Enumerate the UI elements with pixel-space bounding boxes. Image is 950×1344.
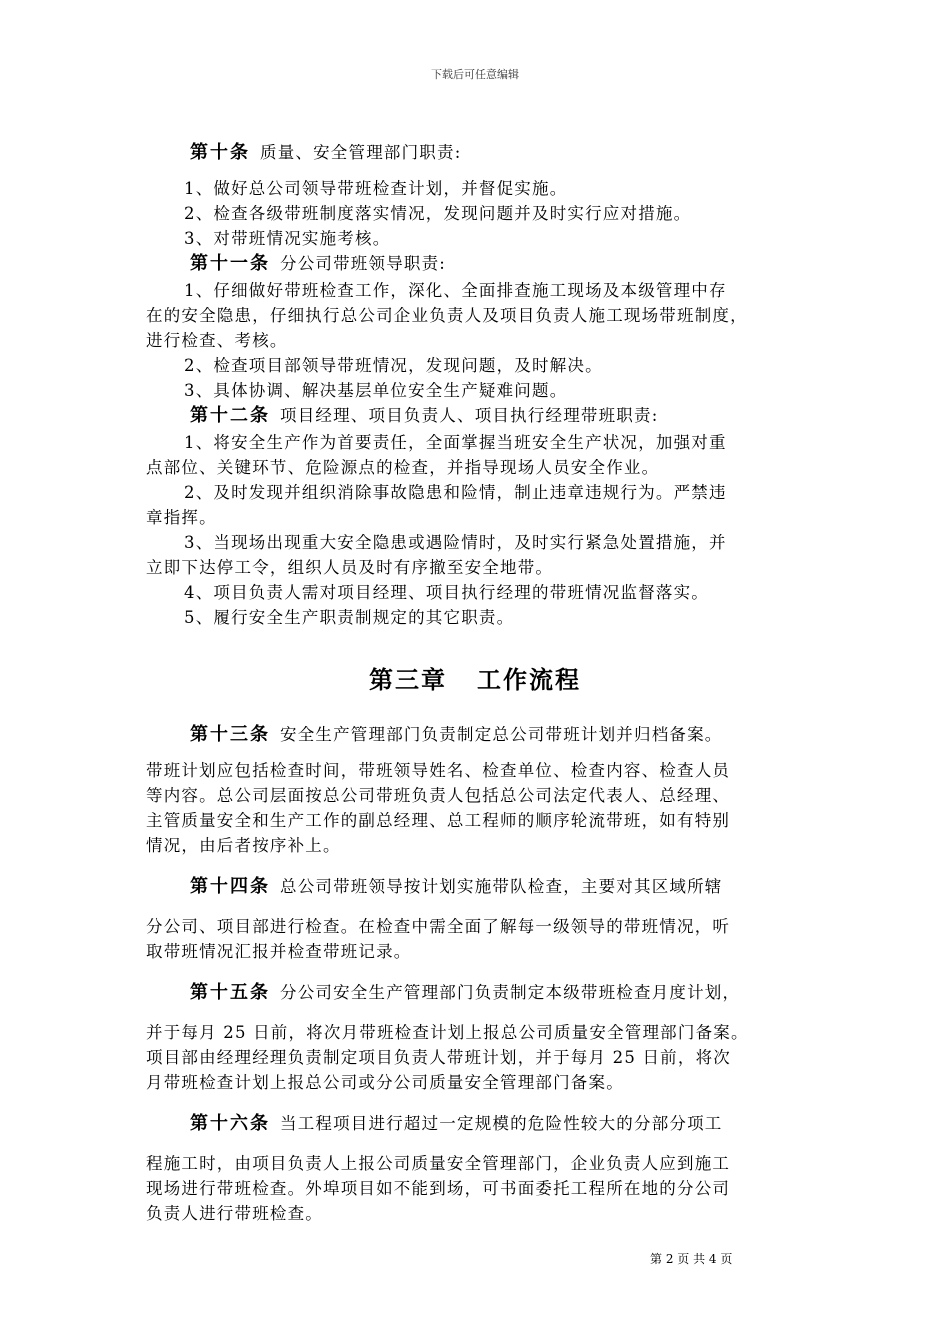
chapter-number: 第三章 [369, 665, 447, 694]
article-14-line: 取带班情况汇报并检查带班记录。 [146, 942, 412, 961]
article-11-line: 3、具体协调、解决基层单位安全生产疑难问题。 [184, 381, 568, 400]
article-12-line: 3、当现场出现重大安全隐患或遇险情时，及时实行紧急处置措施，并 [184, 533, 727, 552]
article-14-heading [146, 874, 814, 904]
article-10-text: 质量、安全管理部门职责: [260, 143, 462, 162]
article-13-line: 带班计划应包括检查时间，带班领导姓名、检查单位、检查内容、检查人员 [146, 761, 731, 780]
article-12-text: 项目经理、项目负责人、项目执行经理带班职责: [280, 406, 659, 425]
article-11-line: 在的安全隐患，仔细执行总公司企业负责人及项目负责人施工现场带班制度， [146, 306, 748, 325]
article-16-line: 现场进行带班检查。外埠项目如不能到场，可书面委托工程所在地的分公司 [146, 1179, 731, 1198]
article-12-line: 章指挥。 [146, 508, 217, 527]
article-13-title: 第十三条 [190, 724, 270, 745]
article-13-line: 主管质量安全和生产工作的副总经理、总工程师的顺序轮流带班，如有特别 [146, 811, 731, 830]
article-14-title: 第十四条 [190, 876, 270, 897]
article-12-line: 5、履行安全生产职责制规定的其它职责。 [184, 608, 515, 627]
article-16-title: 第十六条 [190, 1113, 270, 1134]
article-block-bottom [146, 722, 814, 1226]
article-13-text: 安全生产管理部门负责制定总公司带班计划并归档备案。 [280, 725, 723, 744]
article-11-line: 进行检查、考核。 [146, 331, 288, 350]
article-16-heading [146, 1111, 814, 1141]
article-12-line: 4、项目负责人需对项目经理、项目执行经理的带班情况监督落实。 [184, 583, 709, 602]
article-13-line: 等内容。总公司层面按总公司带班负责人包括总公司法定代表人、总经理、 [146, 786, 731, 805]
article-11-heading [146, 251, 814, 278]
article-15-line: 并于每月 25 日前，将次月带班检查计划上报总公司质量安全管理部门备案。 [146, 1023, 749, 1042]
article-13-line: 情况，由后者按序补上。 [146, 836, 341, 855]
chapter-title: 工作流程 [477, 665, 581, 694]
chapter-heading [0, 660, 950, 695]
article-14-line: 分公司、项目部进行检查。在检查中需全面了解每一级领导的带班情况，听 [146, 917, 731, 936]
article-16-line: 负责人进行带班检查。 [146, 1204, 323, 1223]
article-12-line: 立即下达停工令，组织人员及时有序撤至安全地带。 [146, 558, 554, 577]
page-number: 第 2 页 共 4 页 [650, 1252, 733, 1266]
article-12-title: 第十二条 [190, 405, 270, 426]
article-block-top [146, 140, 814, 630]
article-11-line: 2、检查项目部领导带班情况，发现问题，及时解决。 [184, 356, 603, 375]
article-13-heading [146, 722, 814, 752]
article-10-item-3: 3、对带班情况实施考核。 [184, 229, 391, 248]
article-14-text: 总公司带班领导按计划实施带队检查，主要对其区域所辖 [280, 877, 723, 896]
article-10-title: 第十条 [190, 142, 250, 163]
article-12-line: 点部位、关键环节、危险源点的检查，并指导现场人员安全作业。 [146, 458, 660, 477]
article-10-heading [146, 140, 814, 168]
article-15-heading [146, 980, 814, 1010]
article-15-title: 第十五条 [190, 982, 270, 1003]
page-header: 下载后可任意编辑 [431, 68, 519, 81]
article-10-item-2: 2、检查各级带班制度落实情况，发现问题并及时实行应对措施。 [184, 204, 692, 223]
article-12-line: 2、及时发现并组织消除事故隐患和险情，制止违章违规行为。严禁违 [184, 483, 727, 502]
article-15-line: 月带班检查计划上报总公司或分公司质量安全管理部门备案。 [146, 1073, 624, 1092]
article-16-text: 当工程项目进行超过一定规模的危险性较大的分部分项工 [280, 1114, 723, 1133]
article-12-heading [146, 403, 814, 430]
article-15-text: 分公司安全生产管理部门负责制定本级带班检查月度计划， [280, 983, 741, 1002]
article-11-title: 第十一条 [190, 253, 270, 274]
article-10-item-1: 1、做好总公司领导带班检查计划，并督促实施。 [184, 179, 568, 198]
article-12-line: 1、将安全生产作为首要责任，全面掌握当班安全生产状况，加强对重 [184, 433, 727, 452]
article-11-line: 1、仔细做好带班检查工作，深化、全面排查施工现场及本级管理中存 [184, 281, 727, 300]
article-15-line: 项目部由经理经理负责制定项目负责人带班计划，并于每月 25 日前，将次 [146, 1048, 731, 1067]
article-11-text: 分公司带班领导职责: [280, 254, 447, 273]
article-16-line: 程施工时，由项目负责人上报公司质量安全管理部门，企业负责人应到施工 [146, 1154, 731, 1173]
